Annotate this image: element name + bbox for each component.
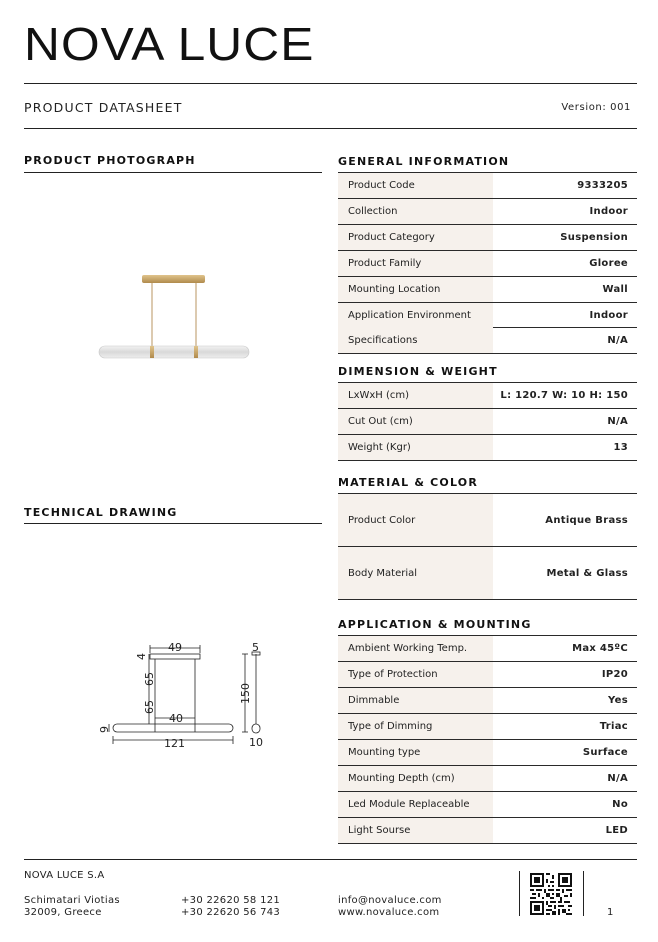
photo-brass-joint-left bbox=[150, 346, 154, 358]
footer-phone-1: +30 22620 58 121 bbox=[181, 895, 281, 906]
section-title-drawing: TECHNICAL DRAWING bbox=[24, 506, 178, 519]
row-label: Mounting Depth (cm) bbox=[338, 766, 493, 791]
row-label: Specifications bbox=[338, 328, 493, 353]
row-value: Antique Brass bbox=[545, 514, 628, 526]
header-divider-bottom bbox=[24, 128, 637, 129]
footer-company: NOVA LUCE S.A bbox=[24, 870, 105, 881]
row-value: Indoor bbox=[589, 310, 628, 321]
photo-brass-joint-right bbox=[194, 346, 198, 358]
drawing-canopy bbox=[150, 654, 200, 659]
row-label: Mounting Location bbox=[338, 277, 493, 302]
row-value: N/A bbox=[607, 335, 628, 346]
row-value: Suspension bbox=[560, 232, 628, 243]
version-label: Version: 001 bbox=[561, 102, 631, 113]
table-row bbox=[338, 328, 637, 354]
table-row bbox=[338, 766, 637, 792]
dim-side-depth: 10 bbox=[249, 736, 263, 749]
row-label: Mounting type bbox=[338, 740, 493, 765]
product-photo bbox=[95, 270, 255, 365]
section-title-material: MATERIAL & COLOR bbox=[338, 476, 479, 489]
row-label: Application Environment bbox=[338, 303, 493, 328]
dim-side-top: 5 bbox=[252, 641, 259, 654]
photo-fixture-body bbox=[99, 346, 249, 358]
footer-address-line1: Schimatari Viotias bbox=[24, 895, 120, 906]
table-row bbox=[338, 493, 637, 547]
row-label: Product Category bbox=[338, 225, 493, 250]
table-row bbox=[338, 662, 637, 688]
row-value: Wall bbox=[602, 284, 628, 295]
row-value: Indoor bbox=[589, 206, 628, 217]
row-label: Collection bbox=[338, 199, 493, 224]
section-title-general: GENERAL INFORMATION bbox=[338, 155, 510, 168]
table-row bbox=[338, 547, 637, 600]
row-label: Dimmable bbox=[338, 688, 493, 713]
qr-code-icon[interactable] bbox=[530, 873, 572, 915]
photo-canopy bbox=[142, 275, 205, 283]
row-value: Gloree bbox=[589, 258, 628, 269]
row-label: Product Family bbox=[338, 251, 493, 276]
row-label: Body Material bbox=[338, 547, 493, 599]
footer-phone-2: +30 22620 56 743 bbox=[181, 907, 281, 918]
drawing-side-body bbox=[252, 724, 260, 733]
table-row bbox=[338, 740, 637, 766]
row-value: Triac bbox=[599, 721, 628, 732]
table-row bbox=[338, 435, 637, 461]
table-row bbox=[338, 199, 637, 225]
dimension-table bbox=[338, 382, 637, 461]
table-row bbox=[338, 635, 637, 662]
row-value: No bbox=[612, 799, 628, 810]
row-label: Type of Protection bbox=[338, 662, 493, 687]
drawing-divider bbox=[24, 523, 322, 524]
row-label: LxWxH (cm) bbox=[338, 383, 493, 408]
technical-drawing bbox=[95, 636, 275, 751]
row-label: Light Sourse bbox=[338, 818, 493, 843]
footer-divider bbox=[24, 859, 637, 860]
drawing-fixture-body bbox=[113, 724, 233, 732]
row-label: Cut Out (cm) bbox=[338, 409, 493, 434]
page-number: 1 bbox=[607, 907, 614, 918]
dim-cable-lower: 65 bbox=[143, 700, 156, 714]
row-value: Max 45ºC bbox=[572, 643, 628, 654]
table-row bbox=[338, 382, 637, 409]
row-value: LED bbox=[605, 825, 628, 836]
table-row bbox=[338, 409, 637, 435]
row-value: 9333205 bbox=[577, 180, 628, 191]
row-value: N/A bbox=[607, 416, 628, 427]
row-value: Metal & Glass bbox=[546, 567, 628, 579]
section-title-photo: PRODUCT PHOTOGRAPH bbox=[24, 154, 196, 167]
row-label: Type of Dimming bbox=[338, 714, 493, 739]
row-value: Yes bbox=[608, 695, 628, 706]
footer-address-line2: 32009, Greece bbox=[24, 907, 102, 918]
dim-total-width: 121 bbox=[164, 737, 185, 750]
row-label: Led Module Replaceable bbox=[338, 792, 493, 817]
dim-side-height: 150 bbox=[239, 683, 252, 704]
footer-email[interactable]: info@novaluce.com bbox=[338, 895, 442, 906]
dim-canopy-height: 4 bbox=[135, 653, 148, 660]
dim-inner-width: 40 bbox=[169, 712, 183, 725]
general-info-table bbox=[338, 172, 637, 354]
section-title-dimension: DIMENSION & WEIGHT bbox=[338, 365, 498, 378]
row-value: L: 120.7 W: 10 H: 150 bbox=[500, 390, 628, 401]
table-row bbox=[338, 251, 637, 277]
photo-divider bbox=[24, 172, 322, 173]
qr-left-rule bbox=[519, 871, 520, 916]
table-row bbox=[338, 688, 637, 714]
table-row bbox=[338, 714, 637, 740]
dim-body-height: 9 bbox=[98, 726, 111, 733]
application-table bbox=[338, 635, 637, 844]
table-row bbox=[338, 818, 637, 844]
section-title-application: APPLICATION & MOUNTING bbox=[338, 618, 532, 631]
table-row bbox=[338, 277, 637, 303]
row-value: 13 bbox=[613, 442, 628, 453]
dim-cable-upper: 65 bbox=[143, 672, 156, 686]
row-label: Weight (Kgr) bbox=[338, 435, 493, 460]
footer-website[interactable]: www.novaluce.com bbox=[338, 907, 440, 918]
table-row bbox=[338, 303, 637, 328]
dim-canopy-width: 49 bbox=[168, 641, 182, 654]
row-value: N/A bbox=[607, 773, 628, 784]
row-value: IP20 bbox=[601, 669, 628, 680]
row-value: Surface bbox=[582, 747, 628, 758]
brand-logo: NOVA LUCE bbox=[24, 18, 315, 70]
header-divider-top bbox=[24, 83, 637, 84]
row-label: Product Code bbox=[338, 173, 493, 198]
material-table bbox=[338, 493, 637, 600]
table-row bbox=[338, 172, 637, 199]
table-row bbox=[338, 792, 637, 818]
row-label: Ambient Working Temp. bbox=[338, 636, 493, 661]
table-row bbox=[338, 225, 637, 251]
qr-right-rule bbox=[583, 871, 584, 916]
document-title: PRODUCT DATASHEET bbox=[24, 100, 183, 115]
row-label: Product Color bbox=[338, 494, 493, 546]
